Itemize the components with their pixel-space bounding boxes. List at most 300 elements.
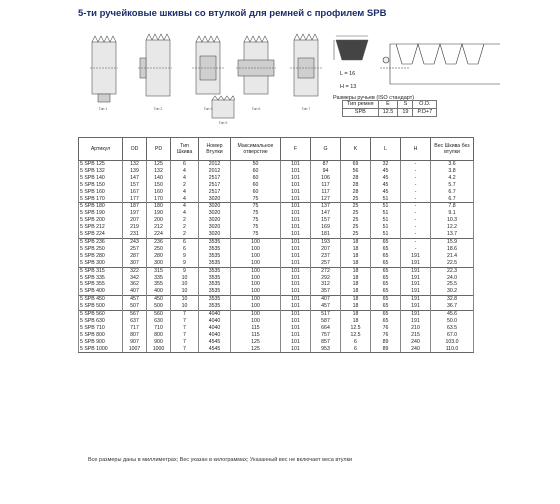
- table-cell: 100: [231, 296, 281, 303]
- table-cell: 9: [171, 260, 199, 267]
- table-cell: 7: [171, 318, 199, 325]
- table-cell: 51: [371, 224, 401, 231]
- table-cell: 4: [171, 168, 199, 175]
- table-cell: 18.6: [431, 246, 474, 253]
- table-cell: 191: [401, 311, 431, 318]
- table-cell: 4: [171, 210, 199, 217]
- table-header-row: [79, 138, 474, 161]
- pulley-type-2-drawing: [138, 34, 172, 96]
- table-cell: 6: [171, 161, 199, 168]
- table-cell: 5 SPB 140: [79, 175, 123, 182]
- table-cell: 907: [123, 339, 147, 346]
- table-cell: 101: [281, 210, 311, 217]
- table-cell: 257: [123, 246, 147, 253]
- table-cell: 3535: [199, 275, 231, 282]
- table-cell: -: [401, 196, 431, 203]
- table-cell: 4: [171, 196, 199, 203]
- table-cell: 9: [171, 267, 199, 274]
- table-cell: 5 SPB 280: [79, 253, 123, 260]
- table-cell: 75: [231, 217, 281, 224]
- table-cell: 197: [123, 210, 147, 217]
- table-cell: 45: [371, 175, 401, 182]
- table-cell: 10: [171, 281, 199, 288]
- table-cell: 101: [281, 296, 311, 303]
- table-cell: 5 SPB 355: [79, 281, 123, 288]
- table-cell: 212: [147, 224, 171, 231]
- table-cell: 18: [341, 296, 371, 303]
- table-cell: 180: [147, 203, 171, 210]
- table-cell: 210: [401, 325, 431, 332]
- caption-type-2: Тип 2: [153, 107, 163, 111]
- page-title: 5-ти ручейковые шкивы со втулкой для ремней с профилем SPB: [78, 8, 387, 19]
- table-cell: 4: [171, 175, 199, 182]
- caption-type-9: Тип 9: [218, 121, 228, 125]
- table-cell: 4545: [199, 339, 231, 346]
- table-cell: 101: [281, 175, 311, 182]
- table-cell: 65: [371, 281, 401, 288]
- caption-type-6: Тип 6: [251, 107, 261, 111]
- table-cell: 1000: [147, 346, 171, 353]
- table-cell: 101: [281, 231, 311, 238]
- table-cell: 45: [371, 189, 401, 196]
- table-cell: 30.2: [431, 288, 474, 295]
- table-cell: 51: [371, 196, 401, 203]
- table-cell: 637: [123, 318, 147, 325]
- table-cell: 5 SPB 170: [79, 196, 123, 203]
- table-cell: 357: [311, 288, 341, 295]
- table-cell: 101: [281, 332, 311, 339]
- column-header: L: [371, 138, 401, 161]
- table-cell: 101: [281, 224, 311, 231]
- table-cell: 187: [123, 203, 147, 210]
- table-row: [79, 161, 474, 168]
- table-cell: 69: [341, 161, 371, 168]
- table-row: [79, 231, 474, 238]
- table-cell: 157: [123, 182, 147, 189]
- table-cell: 3.8: [431, 168, 474, 175]
- table-cell: 18: [341, 288, 371, 295]
- table-cell: 50: [231, 161, 281, 168]
- table-cell: 51: [371, 210, 401, 217]
- table-cell: 117: [311, 182, 341, 189]
- table-cell: 5 SPB 125: [79, 161, 123, 168]
- table-cell: 132: [123, 161, 147, 168]
- caption-type-7: Тип 7: [301, 107, 311, 111]
- table-cell: 717: [123, 325, 147, 332]
- table-cell: 89: [371, 339, 401, 346]
- column-header: K: [341, 138, 371, 161]
- table-cell: 5 SPB 560: [79, 311, 123, 318]
- table-cell: 5 SPB 335: [79, 275, 123, 282]
- table-cell: -: [401, 210, 431, 217]
- table-cell: 67.0: [431, 332, 474, 339]
- groove-header: E: [378, 101, 398, 109]
- table-cell: 3020: [199, 210, 231, 217]
- table-cell: 243: [123, 238, 147, 245]
- table-cell: -: [401, 168, 431, 175]
- table-cell: 300: [147, 260, 171, 267]
- table-cell: 6: [171, 238, 199, 245]
- table-cell: 5 SPB 315: [79, 267, 123, 274]
- table-cell: 6: [171, 246, 199, 253]
- pulley-type-4-drawing: [192, 36, 224, 94]
- table-cell: 5 SPB 150: [79, 182, 123, 189]
- table-cell: 457: [311, 303, 341, 310]
- table-cell: 250: [147, 246, 171, 253]
- table-cell: 100: [231, 260, 281, 267]
- table-cell: 75: [231, 203, 281, 210]
- table-cell: 6.7: [431, 189, 474, 196]
- table-cell: 101: [281, 168, 311, 175]
- table-cell: 25: [341, 196, 371, 203]
- table-row: [79, 332, 474, 339]
- table-cell: 312: [311, 281, 341, 288]
- table-cell: 240: [401, 346, 431, 353]
- table-cell: 4040: [199, 318, 231, 325]
- table-cell: 101: [281, 303, 311, 310]
- table-cell: 18: [341, 318, 371, 325]
- table-cell: 2012: [199, 161, 231, 168]
- table-cell: 5 SPB 236: [79, 238, 123, 245]
- pulley-spec-table: [78, 137, 474, 353]
- table-cell: 101: [281, 339, 311, 346]
- table-cell: -: [401, 224, 431, 231]
- table-row: [79, 311, 474, 318]
- table-cell: 2517: [199, 182, 231, 189]
- table-cell: 3535: [199, 238, 231, 245]
- table-row: [79, 175, 474, 182]
- table-cell: 100: [231, 238, 281, 245]
- table-cell: 101: [281, 217, 311, 224]
- table-cell: 191: [401, 281, 431, 288]
- table-cell: 5 SPB 132: [79, 168, 123, 175]
- table-cell: 2517: [199, 175, 231, 182]
- table-cell: 457: [123, 296, 147, 303]
- table-body: [79, 161, 474, 353]
- table-row: [79, 275, 474, 282]
- table-cell: 101: [281, 346, 311, 353]
- table-cell: 5 SPB 900: [79, 339, 123, 346]
- table-cell: 6.7: [431, 196, 474, 203]
- footnote: Все размеры даны в миллиметрах; Вес указан в килограммах; Указанный вес не включает веса втулки: [88, 457, 353, 463]
- table-cell: -: [401, 231, 431, 238]
- table-cell: 65: [371, 253, 401, 260]
- table-cell: 9: [171, 253, 199, 260]
- table-cell: 236: [147, 238, 171, 245]
- table-cell: 100: [231, 267, 281, 274]
- table-cell: -: [401, 238, 431, 245]
- table-cell: 10.3: [431, 217, 474, 224]
- table-cell: 115: [231, 332, 281, 339]
- table-row: [79, 196, 474, 203]
- table-cell: 12.5: [341, 332, 371, 339]
- table-cell: 167: [123, 189, 147, 196]
- table-cell: 100: [231, 275, 281, 282]
- table-cell: 4040: [199, 325, 231, 332]
- table-cell: 117: [311, 189, 341, 196]
- table-cell: 125: [147, 161, 171, 168]
- groove-cell: 19: [398, 109, 413, 117]
- table-cell: 3535: [199, 246, 231, 253]
- table-cell: 65: [371, 267, 401, 274]
- groove-cell: SPB: [343, 109, 379, 117]
- table-cell: -: [401, 217, 431, 224]
- pulley-type-6-drawing: [236, 36, 276, 94]
- table-cell: 18: [341, 238, 371, 245]
- table-cell: 4040: [199, 332, 231, 339]
- table-cell: 50.0: [431, 318, 474, 325]
- table-cell: 10: [171, 288, 199, 295]
- table-cell: -: [401, 189, 431, 196]
- table-cell: 101: [281, 260, 311, 267]
- table-cell: 65: [371, 288, 401, 295]
- table-cell: 101: [281, 275, 311, 282]
- table-cell: 25.5: [431, 281, 474, 288]
- table-cell: 7.8: [431, 203, 474, 210]
- table-row: [79, 339, 474, 346]
- table-cell: 567: [123, 311, 147, 318]
- table-cell: 193: [311, 238, 341, 245]
- table-cell: 181: [311, 231, 341, 238]
- column-header: H: [401, 138, 431, 161]
- table-cell: 215: [401, 332, 431, 339]
- table-cell: 18: [341, 260, 371, 267]
- table-cell: 517: [311, 311, 341, 318]
- table-cell: 207: [123, 217, 147, 224]
- table-cell: 322: [123, 267, 147, 274]
- pulley-type-1-drawing: [90, 36, 118, 102]
- table-row: [79, 189, 474, 196]
- table-cell: -: [401, 175, 431, 182]
- table-cell: 75: [231, 231, 281, 238]
- table-cell: 89: [371, 346, 401, 353]
- table-cell: 3535: [199, 253, 231, 260]
- table-cell: 147: [311, 210, 341, 217]
- belt-profile-drawing: [334, 36, 368, 60]
- table-cell: 2: [171, 217, 199, 224]
- table-cell: 191: [401, 260, 431, 267]
- table-cell: 103.0: [431, 339, 474, 346]
- table-cell: 2: [171, 224, 199, 231]
- table-cell: 237: [311, 253, 341, 260]
- table-cell: 12.2: [431, 224, 474, 231]
- table-cell: 100: [231, 288, 281, 295]
- table-cell: 170: [147, 196, 171, 203]
- table-cell: 65: [371, 275, 401, 282]
- table-cell: 45: [371, 182, 401, 189]
- table-cell: 5 SPB 190: [79, 210, 123, 217]
- table-cell: 5 SPB 160: [79, 189, 123, 196]
- table-cell: 190: [147, 210, 171, 217]
- table-cell: 101: [281, 267, 311, 274]
- table-cell: 65: [371, 260, 401, 267]
- table-cell: 3020: [199, 203, 231, 210]
- column-header: OD: [123, 138, 147, 161]
- table-row: [79, 253, 474, 260]
- table-cell: 65: [371, 318, 401, 325]
- table-cell: 507: [123, 303, 147, 310]
- table-cell: 18: [341, 275, 371, 282]
- table-cell: 292: [311, 275, 341, 282]
- table-cell: 5 SPB 250: [79, 246, 123, 253]
- table-cell: 177: [123, 196, 147, 203]
- table-cell: 200: [147, 217, 171, 224]
- table-cell: 10: [171, 275, 199, 282]
- column-header: Артикул: [79, 138, 123, 161]
- table-cell: 7: [171, 339, 199, 346]
- table-row: [79, 182, 474, 189]
- table-cell: 400: [147, 288, 171, 295]
- table-row: [79, 281, 474, 288]
- table-cell: 231: [123, 231, 147, 238]
- table-cell: 87: [311, 161, 341, 168]
- table-cell: 355: [147, 281, 171, 288]
- table-cell: 191: [401, 275, 431, 282]
- table-cell: 3020: [199, 217, 231, 224]
- table-cell: 24.0: [431, 275, 474, 282]
- table-row: [79, 246, 474, 253]
- table-cell: 32: [371, 161, 401, 168]
- profile-l-label: L = 16: [340, 71, 356, 77]
- table-cell: 25: [341, 203, 371, 210]
- table-row: [79, 296, 474, 303]
- table-cell: 110.0: [431, 346, 474, 353]
- caption-type-4: Тип 4: [203, 107, 213, 111]
- table-cell: 560: [147, 311, 171, 318]
- table-cell: 94: [311, 168, 341, 175]
- table-cell: 500: [147, 303, 171, 310]
- table-cell: 287: [123, 253, 147, 260]
- table-cell: 900: [147, 339, 171, 346]
- table-cell: 101: [281, 281, 311, 288]
- table-cell: 100: [231, 303, 281, 310]
- pulley-type-7-drawing: [290, 34, 322, 96]
- table-row: [79, 217, 474, 224]
- table-cell: 3535: [199, 281, 231, 288]
- table-cell: 3020: [199, 196, 231, 203]
- table-cell: 22.5: [431, 260, 474, 267]
- table-cell: 45: [371, 168, 401, 175]
- table-cell: 9.1: [431, 210, 474, 217]
- table-cell: 307: [123, 260, 147, 267]
- groove-header: S: [398, 101, 413, 109]
- table-cell: -: [401, 182, 431, 189]
- table-cell: 272: [311, 267, 341, 274]
- table-cell: 5 SPB 710: [79, 325, 123, 332]
- column-header: Вес Шкива без втулки: [431, 138, 474, 161]
- table-cell: 100: [231, 281, 281, 288]
- table-cell: 18: [341, 267, 371, 274]
- table-cell: 125: [231, 339, 281, 346]
- groove-table: [342, 100, 437, 117]
- table-cell: 101: [281, 161, 311, 168]
- table-cell: 157: [311, 217, 341, 224]
- table-cell: 101: [281, 325, 311, 332]
- table-cell: 75: [231, 196, 281, 203]
- table-cell: 5 SPB 224: [79, 231, 123, 238]
- table-cell: 25: [341, 231, 371, 238]
- table-cell: 65: [371, 246, 401, 253]
- table-cell: 132: [147, 168, 171, 175]
- table-cell: 137: [311, 203, 341, 210]
- table-cell: 75: [231, 224, 281, 231]
- table-cell: 3535: [199, 288, 231, 295]
- table-cell: 710: [147, 325, 171, 332]
- table-cell: 127: [311, 196, 341, 203]
- table-row: [79, 288, 474, 295]
- table-cell: 10: [171, 303, 199, 310]
- table-cell: 5 SPB 450: [79, 296, 123, 303]
- table-cell: 5 SPB 500: [79, 303, 123, 310]
- table-cell: 106: [311, 175, 341, 182]
- table-cell: 60: [231, 182, 281, 189]
- table-cell: 18: [341, 253, 371, 260]
- table-cell: 191: [401, 253, 431, 260]
- table-cell: 3.6: [431, 161, 474, 168]
- pulley-type-9-drawing: [212, 96, 235, 118]
- table-cell: 101: [281, 182, 311, 189]
- table-cell: 10: [171, 296, 199, 303]
- table-cell: 2012: [199, 168, 231, 175]
- table-cell: 13.7: [431, 231, 474, 238]
- table-cell: 28: [341, 175, 371, 182]
- table-cell: 76: [371, 325, 401, 332]
- table-cell: 4040: [199, 311, 231, 318]
- table-cell: 25: [341, 217, 371, 224]
- table-cell: 28: [341, 182, 371, 189]
- table-cell: 51: [371, 217, 401, 224]
- table-row: [79, 168, 474, 175]
- table-cell: 757: [311, 332, 341, 339]
- table-cell: 2: [171, 231, 199, 238]
- table-row: [79, 303, 474, 310]
- table-cell: 100: [231, 246, 281, 253]
- table-cell: 101: [281, 288, 311, 295]
- table-cell: 3020: [199, 231, 231, 238]
- table-cell: 240: [401, 339, 431, 346]
- table-cell: 25: [341, 224, 371, 231]
- table-cell: 76: [371, 332, 401, 339]
- table-cell: 100: [231, 311, 281, 318]
- table-cell: 5 SPB 212: [79, 224, 123, 231]
- table-cell: 147: [123, 175, 147, 182]
- table-cell: 101: [281, 318, 311, 325]
- table-cell: -: [401, 161, 431, 168]
- table-row: [79, 238, 474, 245]
- table-cell: 191: [401, 303, 431, 310]
- table-cell: 3535: [199, 267, 231, 274]
- column-header: G: [311, 138, 341, 161]
- table-cell: -: [401, 246, 431, 253]
- table-cell: 3020: [199, 224, 231, 231]
- profile-h-label: H = 13: [340, 84, 357, 90]
- table-cell: 15.9: [431, 238, 474, 245]
- table-cell: 28: [341, 189, 371, 196]
- table-cell: 1007: [123, 346, 147, 353]
- table-cell: 100: [231, 318, 281, 325]
- table-cell: 6: [341, 346, 371, 353]
- table-cell: 7: [171, 325, 199, 332]
- column-header: Тип Шкива: [171, 138, 199, 161]
- groove-header: Тип ремня: [343, 101, 379, 109]
- table-cell: 335: [147, 275, 171, 282]
- table-cell: 160: [147, 189, 171, 196]
- table-cell: 65: [371, 311, 401, 318]
- table-row: [79, 267, 474, 274]
- table-cell: 5 SPB 180: [79, 203, 123, 210]
- table-cell: 4.2: [431, 175, 474, 182]
- table-cell: 140: [147, 175, 171, 182]
